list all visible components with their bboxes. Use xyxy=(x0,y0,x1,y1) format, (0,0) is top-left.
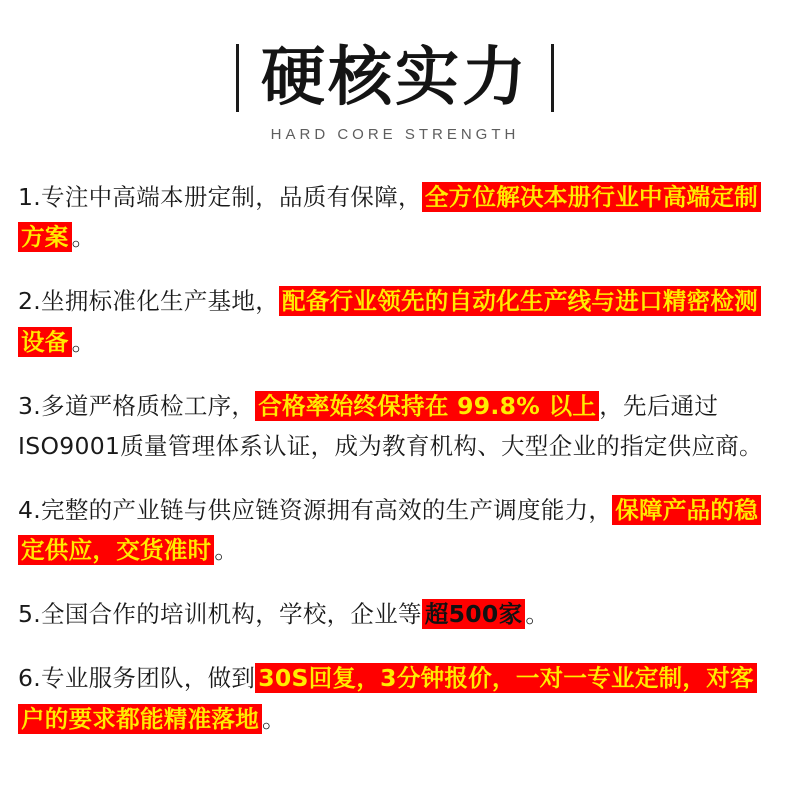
list-item-text: ，先后通过ISO9001质量管理体系认证，成为教育机构、大型企业的指定供应商。 xyxy=(18,391,763,461)
list-item xyxy=(18,658,772,739)
poster-header xyxy=(18,0,772,143)
list-item xyxy=(18,490,772,571)
list-item-text: 1.专注中高端本册定制，品质有保障， xyxy=(18,183,422,211)
left-rule-icon xyxy=(236,44,239,112)
highlighted-text: 保障产品的稳定供应，交货准时 xyxy=(18,495,761,565)
list-item xyxy=(18,281,772,362)
highlighted-text: 合格率始终保持在 99.8% 以上 xyxy=(255,391,599,421)
right-rule-icon xyxy=(551,44,554,112)
highlighted-text: 30S回复，3分钟报价，一对一专业定制，对客户的要求都能精准落地 xyxy=(18,663,757,733)
list-item-text: 5.全国合作的培训机构，学校，企业等 xyxy=(18,600,422,629)
title-row xyxy=(18,41,772,115)
list-item-text: 。 xyxy=(71,327,96,356)
list-item-text: 。 xyxy=(214,536,239,565)
highlighted-text: 超500家 xyxy=(422,599,526,629)
list-item xyxy=(18,177,772,258)
list-item-text: 6.专业服务团队，做到 xyxy=(18,664,256,693)
list-item-text: 。 xyxy=(262,704,286,733)
list-item xyxy=(18,594,772,634)
highlighted-text: 全方位解决本册行业中高端定制方案 xyxy=(18,182,761,252)
list-item-text: 。 xyxy=(71,223,96,252)
page-subtitle: HARD CORE STRENGTH xyxy=(270,126,520,143)
list-item-text: 4.完整的产业链与供应链资源拥有高效的生产调度能力， xyxy=(18,495,613,524)
list-item-text: 3.多道严格质检工序， xyxy=(18,391,256,420)
list-item-text: 。 xyxy=(525,600,550,629)
strength-list xyxy=(18,177,772,739)
highlighted-text: 配备行业领先的自动化生产线与进口精密检测设备 xyxy=(18,286,761,356)
list-item-text: 2.坐拥标准化生产基地， xyxy=(18,287,280,316)
list-item xyxy=(18,386,772,467)
page-title: 硬核实力 xyxy=(261,41,529,115)
